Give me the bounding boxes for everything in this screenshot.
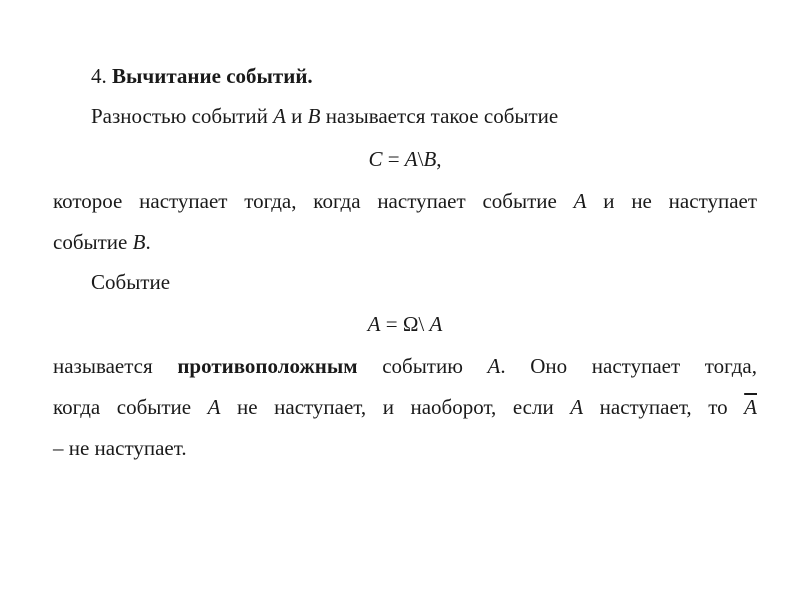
explanation-var-a: A	[573, 189, 587, 213]
definition-rest: называется такое событие	[325, 104, 559, 128]
formula2-lhs: A	[367, 312, 381, 336]
formula-difference	[53, 147, 757, 171]
opposite-text-2: событию	[382, 354, 463, 378]
opposite-var-a: A	[487, 354, 501, 378]
formula1-lhs: C	[368, 147, 383, 171]
formula2-setminus: \	[418, 312, 425, 336]
formula2-rhs: A	[429, 312, 443, 336]
opposite-text-4: когда событие	[53, 395, 192, 419]
formula-complement	[53, 312, 757, 336]
explanation-text-1: которое наступает тогда, когда наступает событие	[53, 189, 557, 213]
formula1-eq: =	[387, 147, 400, 171]
formula1-comma: ,	[436, 147, 442, 171]
var-b: B	[307, 104, 321, 128]
explanation-period: .	[145, 230, 151, 254]
definition-intro: Разностью событий	[91, 104, 268, 128]
opposite-var-a2: A	[207, 395, 221, 419]
opposite-line-3	[53, 436, 187, 460]
opposite-text-7: – не наступает.	[53, 436, 187, 460]
section-heading	[91, 64, 313, 88]
formula1-setminus: \	[417, 147, 424, 171]
definition-line	[91, 104, 558, 128]
opposite-text-5: не наступает, и наоборот, если	[237, 395, 554, 419]
opposite-text-1: называется	[53, 354, 153, 378]
event-word-line	[91, 270, 170, 294]
formula1-a: A	[404, 147, 418, 171]
opposite-var-a3: A	[570, 395, 584, 419]
definition-conj: и	[291, 104, 303, 128]
opposite-var-a-bar: $\overline{A}$	[744, 395, 757, 419]
formula1-b: B	[423, 147, 437, 171]
var-a: A	[273, 104, 286, 128]
section-title: Вычитание событий.	[112, 64, 313, 88]
explanation-line-1	[53, 189, 757, 213]
explanation-line-2	[53, 230, 151, 254]
opposite-text-3: . Оно наступает тогда,	[500, 354, 758, 378]
explanation-var-b: B	[132, 230, 146, 254]
event-word: Событие	[91, 270, 171, 294]
formula2-eq: =	[385, 312, 398, 336]
explanation-text-3: событие	[53, 230, 128, 254]
opposite-line-1	[53, 354, 757, 378]
opposite-text-6: наступает, то	[599, 395, 728, 419]
opposite-line-2	[53, 395, 757, 419]
formula2-omega: Ω	[402, 312, 419, 336]
opposite-bold-term: противоположным	[177, 354, 358, 378]
explanation-text-2: и не наступает	[603, 189, 758, 213]
section-number: 4.	[91, 64, 107, 88]
